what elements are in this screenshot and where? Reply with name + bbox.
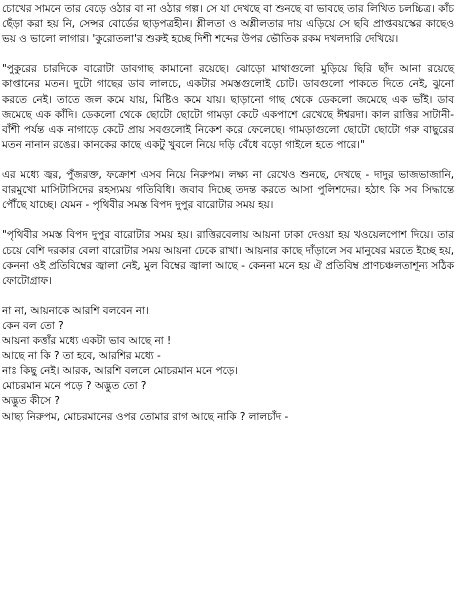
dialogue-line: আছ্য নিরুপম, মোচরমানের ওপর তোমার রাগ আছে নাকি ? লালচাঁদ - — [2, 410, 289, 423]
dialogue-line: কেন বল তো ? — [2, 319, 64, 332]
dialogue-line: আছে না কি ? তা হবে, আরশির মধ্যে - — [2, 350, 161, 363]
quoted-passage-danger: "পৃথিবীর সমস্ত বিপদ দুপুর বারোটার সময় হয়। রাত্তিরবেলায় আয়না ঢাকা দেওয়া হয় খওয়েলপোশ দিয়ে। তার চেয়ে বেশি দরকার বেলা বারোটার সময় আয়না ঢেকে রাখা। আয়নার কাছে দাঁড়ালে সব মানুষের মরতে ইচ্ছে হয়, কেননা ওই প্রতিবিম্বের জ্বালা নেই, মুল বিম্বের জ্বালা আছে - কেননা মনে হয় ঐ প্রতিবিম্ব প্রাণচঞ্চলতাশূন্য সঠিক ফোটোগ্রাফ। — [2, 229, 454, 287]
dialogue-line: না না, আয়নাকে আরশি বলবেন না। — [2, 304, 149, 317]
dialogue-line: নাঃ কিছু নেই। আরক, আরশি বললে মোচরমান মনে পড়ে। — [2, 365, 238, 378]
quoted-passage-pond: "পুকুরের চারদিকে বারোটা ডাবগাছ কামানো রয়েছে। ঝোড়ো মাথাগুলো মুড়িয়ে ছিরি ছাঁদ আনা রয়েছে কাপ্তানের মতন। দুটো গাছের ডাব লালচে, একটার সমস্তগুলোই চোট। ডাবগুলো পাকতে দিতে নেই, ঝুনো করতে নেই। তাতে জল কমে যায়, মিষ্টিও কমে যায়। ছাড়ানো গাছ থেকে ডেকলো জমেছে এক ভাঁই। ডাব জমেছে এক কাঁদি। ডেকলো থেকে ছোটো ছোটো গামড়া কেটে একপাশে রেখেছে ঈশ্বরদা। কাল রাত্তির সাটানী-বাঁশী পর্যন্ত এক নাগাড়ে কেটে প্রায় সবগুলোই নিকেশ করে ফেলেছে। গামড়াগুলো ছোটো ছোটো গরু বাছুরের মতন নানান রঙের। কানকের কাছে একটু খুবলে নিয়ে দড়ি বেঁধে বড়ো গাইলে হতে পারে।" — [2, 63, 454, 151]
dialogue-block — [2, 304, 454, 425]
paragraph-gap — [2, 153, 454, 168]
dialogue-line: আয়না কত্তাঁর মধ্যে একটা ভাব আছে না ! — [2, 335, 172, 348]
paragraph-gap — [2, 213, 454, 228]
paragraph-gap — [2, 289, 454, 304]
commentary-paragraph: এর মধ্যে জ্বর, পুঁজরক্ত, ফক্রোশ এসব নিয়ে নিরুপম। লক্ষ্য না রেখেও শুনছে, দেখছে - দাদুর ভাজভাজানি, বারমুখো মাসিটাসিদের রহস্যময় গতিবিধি। জবাব দিচ্ছে তদন্ত করতে আসা পুলিশদের। হঠাৎ কি সব সিদ্ধান্তে পৌঁছে যাচ্ছে। যেমন - পৃথিবীর সমস্ত বিপদ দুপুর বারোটার সময় হয়। — [2, 169, 454, 212]
paragraph-gap — [2, 47, 454, 62]
intro-paragraph: চোখের সামনে তার বেড়ে ওঠার বা না ওঠার গল্প। সে যা দেখছে বা শুনছে বা ভাবছে তার লিখিত চলচ্চিত্র। কাঁচ ছেঁড়া করা হয় নি, সেন্সর বোর্ডের ছাড়পত্রহীন। শ্লীলতা ও অশ্লীলতার দায় এড়িয়ে সে ছবি প্রাপ্তবয়স্কের কাছেও ভয় ও ভালো লাগার। 'কুরোতলা'র শুরুই হচ্ছে দিশী শব্দের উপর ভৌতিক রকম দখলদারি দেখিয়ে। — [2, 3, 454, 46]
dialogue-line: মোচরমান মনে পড়ে ? অদ্ভুত তো ? — [2, 380, 147, 393]
dialogue-line: অদ্ভুত কীসে ? — [2, 395, 60, 408]
